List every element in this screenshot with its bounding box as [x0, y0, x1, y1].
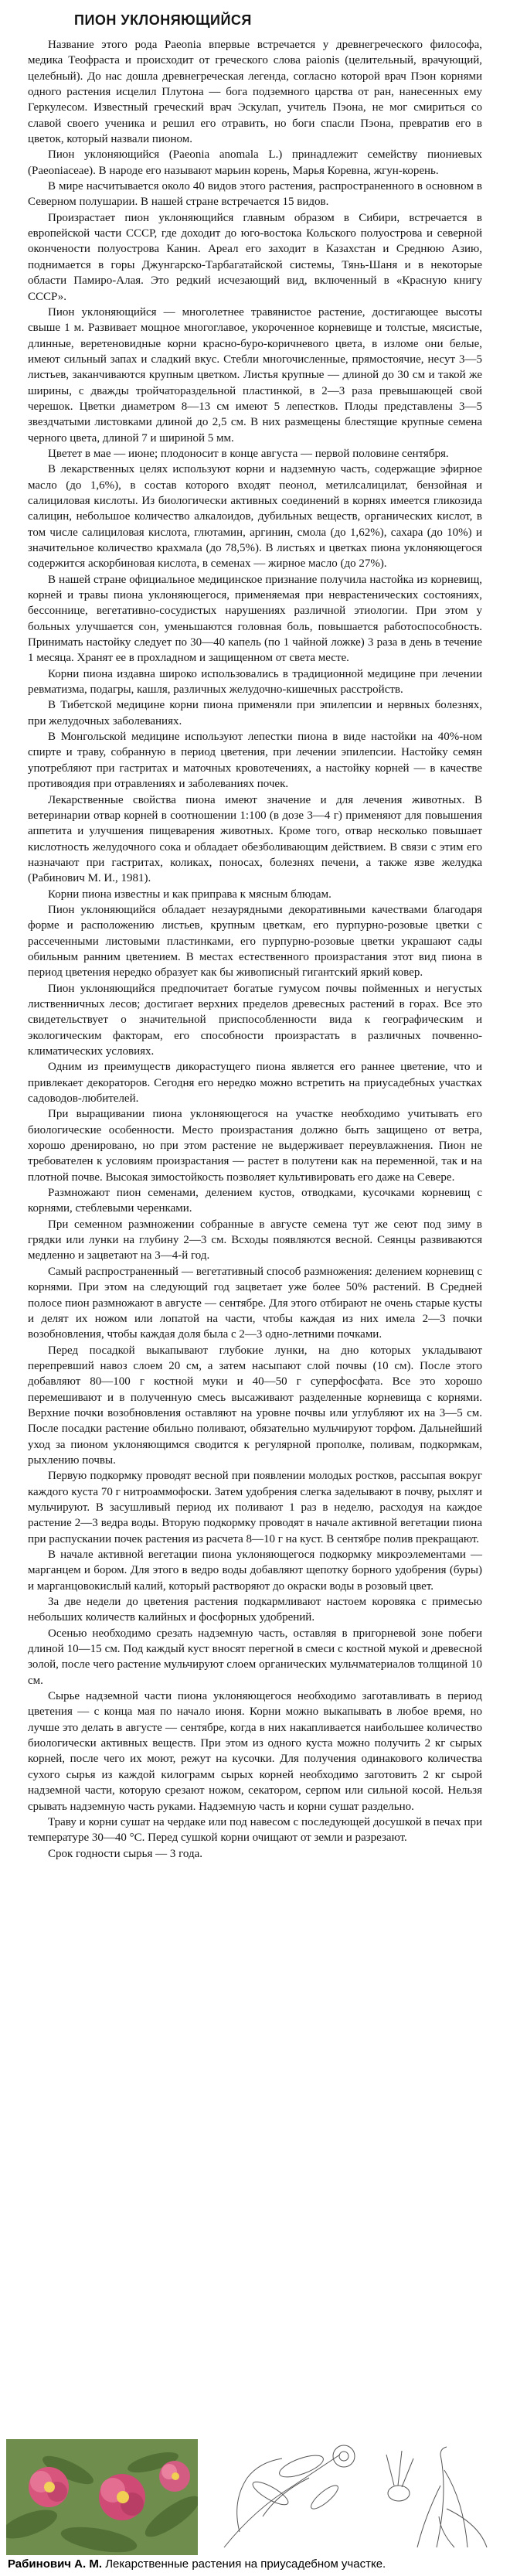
paragraph: При выращивании пиона уклоняющегося на участке необходимо учитывать его биологические особенности. Место произрастания должно быть защищено от ветра, хорошо дренировано, но при этом растение не выдерживает переувлажнения. Пион не требователен к условиям произрастания — растет в полутени как на переменной, так и на плотной почве. Высокая зимостойкость позволяет культивировать его даже на Севере. [28, 1108, 482, 1184]
paragraph: Произрастает пион уклоняющийся главным образом в Сибири, встречается в европейской части СССР, где доходит до юго-востока Кольского полуострова и северной окончености полуострова Канин. Ареал его заходит в Казахстан и Среднюю Азию, поднимается в горы Джунгарско-Тарбагатайской системы, Тянь-Шаня и в некоторые области Памиро-Алая. Это редкий исчезающий вид, включенный в «Красную книгу СССР». [28, 211, 482, 303]
paragraph: Корни пиона известны и как приправа к мясным блюдам. [48, 888, 332, 901]
paragraph: В нашей стране официальное медицинское признание получила настойка из корневищ, корней и травы пиона уклоняющегося, применяемая при неврастенических состояниях, бессоннице, вегетативно-сосудистых нарушениях различной этиологии. При этом у больных улучшается сон, уменьшаются головная боль, повышается работоспособность. Принимать настойку следует по 30—40 капель (по 1 чайной ложке) 3 раза в день в течение 1 месяца. Хранят ее в прохладном и защищенном от света месте. [28, 573, 482, 665]
paragraph: В лекарственных целях используют корни и надземную часть, содержащие эфирное масло (до 1,6%), в состав которого входят пеонол, метилсалицилат, бензойная и салициловая кислоты. Из биологически активных соединений в корнях имеется гликозида салицин, небольшое количество алкалоидов, дубильных веществ, органических кислот, в том числе салициловая кислота, глютамин, аргинин, смола (до 1,62%), сахара (до 10%) и значительное количество крахмала (до 78,5%). В листьях и цветках пиона уклоняющегося содержится аскорбиновая кислота, в семенах — жирное масло (до 27%). [28, 463, 482, 571]
paragraph: Одним из преимуществ дикорастущего пиона является его раннее цветение, что и привлекает декораторов. Сегодня его нередко можно встретить на приусадебных участках садоводов-любителей. [28, 1061, 482, 1106]
paragraph: Траву и корни сушат на чердаке или под навесом с последующей досушкой в печах при температуре 30—40 °С. Перед сушкой корни очищают от земли и разрезают. [28, 1815, 482, 1845]
caption-author: Рабинович А. М. [8, 2557, 103, 2571]
paragraph: Лекарственные свойства пиона имеют значение и для лечения животных. В ветеринарии отвар корней в соотношении 1:100 (в дозе 3—4 г) применяют для повышения аппетита и улучшения пищеварения животных. Кроме того, отвар несколько повышает кислотность желудочного сока и обладает обезболивающим действием. В связи с этим его назначают при гастритах, коликах, поносах, болезнях печени, а также язве желудка (Рабинович М. И., 1981). [28, 793, 482, 885]
paragraph: Пион уклоняющийся обладает незаурядными декоративными качествами благодаря форме и расположению листьев, крупным цветкам, его пурпурно-розовые цветки с рассеченными листовыми пластинками, его пурпурно-розовые цветки украшают сады обильным ранним цветением. В местах естественного произрастания этот вид пиона в период цветения нередко образует как бы живописный гигантский яркий ковер. [28, 903, 482, 980]
paragraph: Корни пиона издавна широко использовались в традиционной медицине при лечении ревматизма, подагры, кашля, различных желудочно-кишечных расстройств. [28, 667, 482, 697]
paragraph: Перед посадкой выкапывают глубокие лунки, на дно которых укладывают перепревший навоз слоем 20 см, а затем насыпают слой почвы (10 см). После этого добавляют 80—100 г костной муки и 40—50 г суперфосфата. Все это хорошо перемешивают и в полученную смесь высаживают разделенные корневища с корнями. Верхние почки возобновления оставляют на уровне почвы или углубляют их на 3—5 см. После посадки растение обильно поливают, обязательно мульчируют торфом. Дальнейший уход за пионом уклоняющимся сводится к регулярной прополке, поливам, подкормкам, рыхлению почвы. [28, 1344, 482, 1467]
paragraph: Срок годности сырья — 3 года. [48, 1847, 203, 1860]
paragraph: Сырье надземной части пиона уклоняющегося необходимо заготавливать в период цветения — с конца мая по начало июня. Корни можно выкапывать в любое время, но лучше это делать в августе — сентябре, когда в них накапливается наибольшее количество биологически активных веществ. При этом из одного куста можно получить 2 кг сырых корней, после чего их моют, режут на кусочки. Для получения одинакового количества сухого сырья из каждой килограмм сырых корней необходимо заготовить 2 кг сырой надземной части, которую срезают ножом, секатором, серпом или сильной косой. Нельзя срывать надземную часть руками. Надземную часть и корни сушат раздельно. [28, 1690, 482, 1813]
paragraph: Осенью необходимо срезать надземную часть, оставляя в пригорневой зоне побеги длиной 10—15 см. Под каждый куст вносят перегной в смеси с костной мукой и древесной золой, после чего растение мульчируют слоем органических мульчматериалов толщиной 10 см. [28, 1627, 482, 1687]
paragraph: Цветет в мае — июне; плодоносит в конце августа — первой половине сентября. [48, 447, 449, 460]
paragraph: Пион уклоняющийся (Paeonia anomala L.) принадлежит семейству пиониевых (Paeoniaceae). В народе его называют марьин корень, Марья Коревна, жгун-корень. [28, 148, 482, 177]
peony-photo [6, 2439, 198, 2555]
illustration-row [6, 2439, 504, 2555]
paragraph: В мире насчитывается около 40 видов этого растения, распространенного в основном в Северном полушарии. В нашей стране встречается 15 видов. [28, 180, 482, 209]
article-body [28, 37, 482, 1862]
paragraph: Первую подкормку проводят весной при появлении молодых ростков, рассыпая вокруг каждого куста 70 г нитроаммофоски. Затем удобрения слегка заделывают в почву, рыхлят и мульчируют. В засушливый период их поливают 1 раз в неделю, расходуя на каждое растение 2—3 ведра воды. Вторую подкормку проводят в начале активной вегетации пиона при распускании почек растения из расчета 8—10 г на куст. В сентябре полив прекращают. [28, 1470, 482, 1545]
paragraph: Пион уклоняющийся предпочитает богатые гумусом почвы пойменных и негустых лиственничных лесов; достигает верхних пределов древесных растений в горах. Все это свидетельствует о значительной приспособленности вида к географическим и экологическим факторам, его способности произрастать в различных почвенно-климатических условиях. [28, 982, 482, 1058]
source-caption [8, 2556, 502, 2573]
botanical-sketch [209, 2439, 504, 2555]
paragraph: Размножают пион семенами, делением кустов, отводками, кусочками корневищ с корнями, стеблевыми черенками. [28, 1187, 482, 1215]
article-title: ПИОН УКЛОНЯЮЩИЙСЯ [74, 12, 252, 28]
peony-photo-illustration [6, 2439, 198, 2555]
caption-title: Лекарственные растения на приусадебном участке. [105, 2557, 386, 2571]
paragraph: В Монгольской медицине используют лепестки пиона в виде настойки на 40%-ном спирте и траву, собранную в период цветения, при лечении эпилепсии. Настойку семян употребляют при гастритах и маточных кровотечениях, а настойку корней — в качестве противоядия при отравлениях и заболеваниях почек. [28, 731, 482, 791]
paragraph: В Тибетской медицине корни пиона применяли при эпилепсии и нервных болезнях, при желудочных заболеваниях. [28, 699, 482, 727]
paragraph: Самый распространенный — вегетативный способ размножения: делением корневищ с корнями. При этом на следующий год зацветает уже более 50% растений. В Средней полосе пион размножают в августе — сентябре. Для этого отбирают не очень старые кусты и делят их ножом или лопатой на части, чтобы каждая из них имела 2—3 почки возобновления, чтобы каждая доля была с 2—3 одно-летними почками. [28, 1265, 482, 1341]
peony-flower-right [159, 2461, 190, 2492]
paragraph: При семенном размножении собранные в августе семена тут же сеют под зиму в грядки или лунки на глубину 2—3 см. Всходы появляются весной. Сеянцы развиваются медленно и зацветают на 3—4-й год. [28, 1218, 482, 1262]
peony-flower-left [29, 2467, 69, 2507]
paragraph: Пион уклоняющийся — многолетнее травянистое растение, достигающее высоты свыше 1 м. Развивает мощное многоглавое, укороченное корневище и толстые, мясистые, длинные, веретеновидные корни красно-буро-коричневого цвета, в изломе они белые, имеют сильный запах и сладкий вкус. Стебли многочисленные, прямостоячие, несут 3—5 листьев, заканчиваются крупным цветком. Листья крупные — длиной до 30 см и такой же ширины, с дважды тройчатораздельной пластинкой, в 2—3 раза превышающей свой черешок. Цветки диаметром 8—13 см имеют 5 лепестков. Плоды представлены 3—5 звездчатыми листовками длиной до 2,5 см. В них размещены блестящие крупные семена черного цвета, длиной 7 и шириной 5 мм. [28, 305, 482, 445]
paragraph: В начале активной вегетации пиона уклоняющегося подкормку микроэлементами — марганцем и бором. Для этого в ведро воды добавляют щепотку борного удобрения (буры) и марганцовокислый калий, который растворяют до окраски воды в розовый цвет. [28, 1549, 482, 1593]
botanical-sketch-illustration [209, 2439, 504, 2555]
paragraph: Название этого рода Paeonia впервые встречается у древнегреческого философа, медика Теофраста и происходит от греческого слова paionis (целительный, врачующий, целебный). До нас дошла древнегреческая легенда, согласно которой врач Пэон корнями одного растения исцелил Плутона — бога подземного царства от ран, нанесенных ему Геркулесом. Известный греческий врач Эскулап, учитель Пэона, не мог смириться со славой своего ученика и решил его отравить, но боги спасли Пэона, превратив его в цветок, который назвали пионом. [28, 39, 482, 146]
paragraph: За две недели до цветения растения подкармливают настоем коровяка с примесью небольших количеств калийных и фосфорных удобрений. [28, 1596, 482, 1624]
peony-flower-center [99, 2474, 145, 2520]
